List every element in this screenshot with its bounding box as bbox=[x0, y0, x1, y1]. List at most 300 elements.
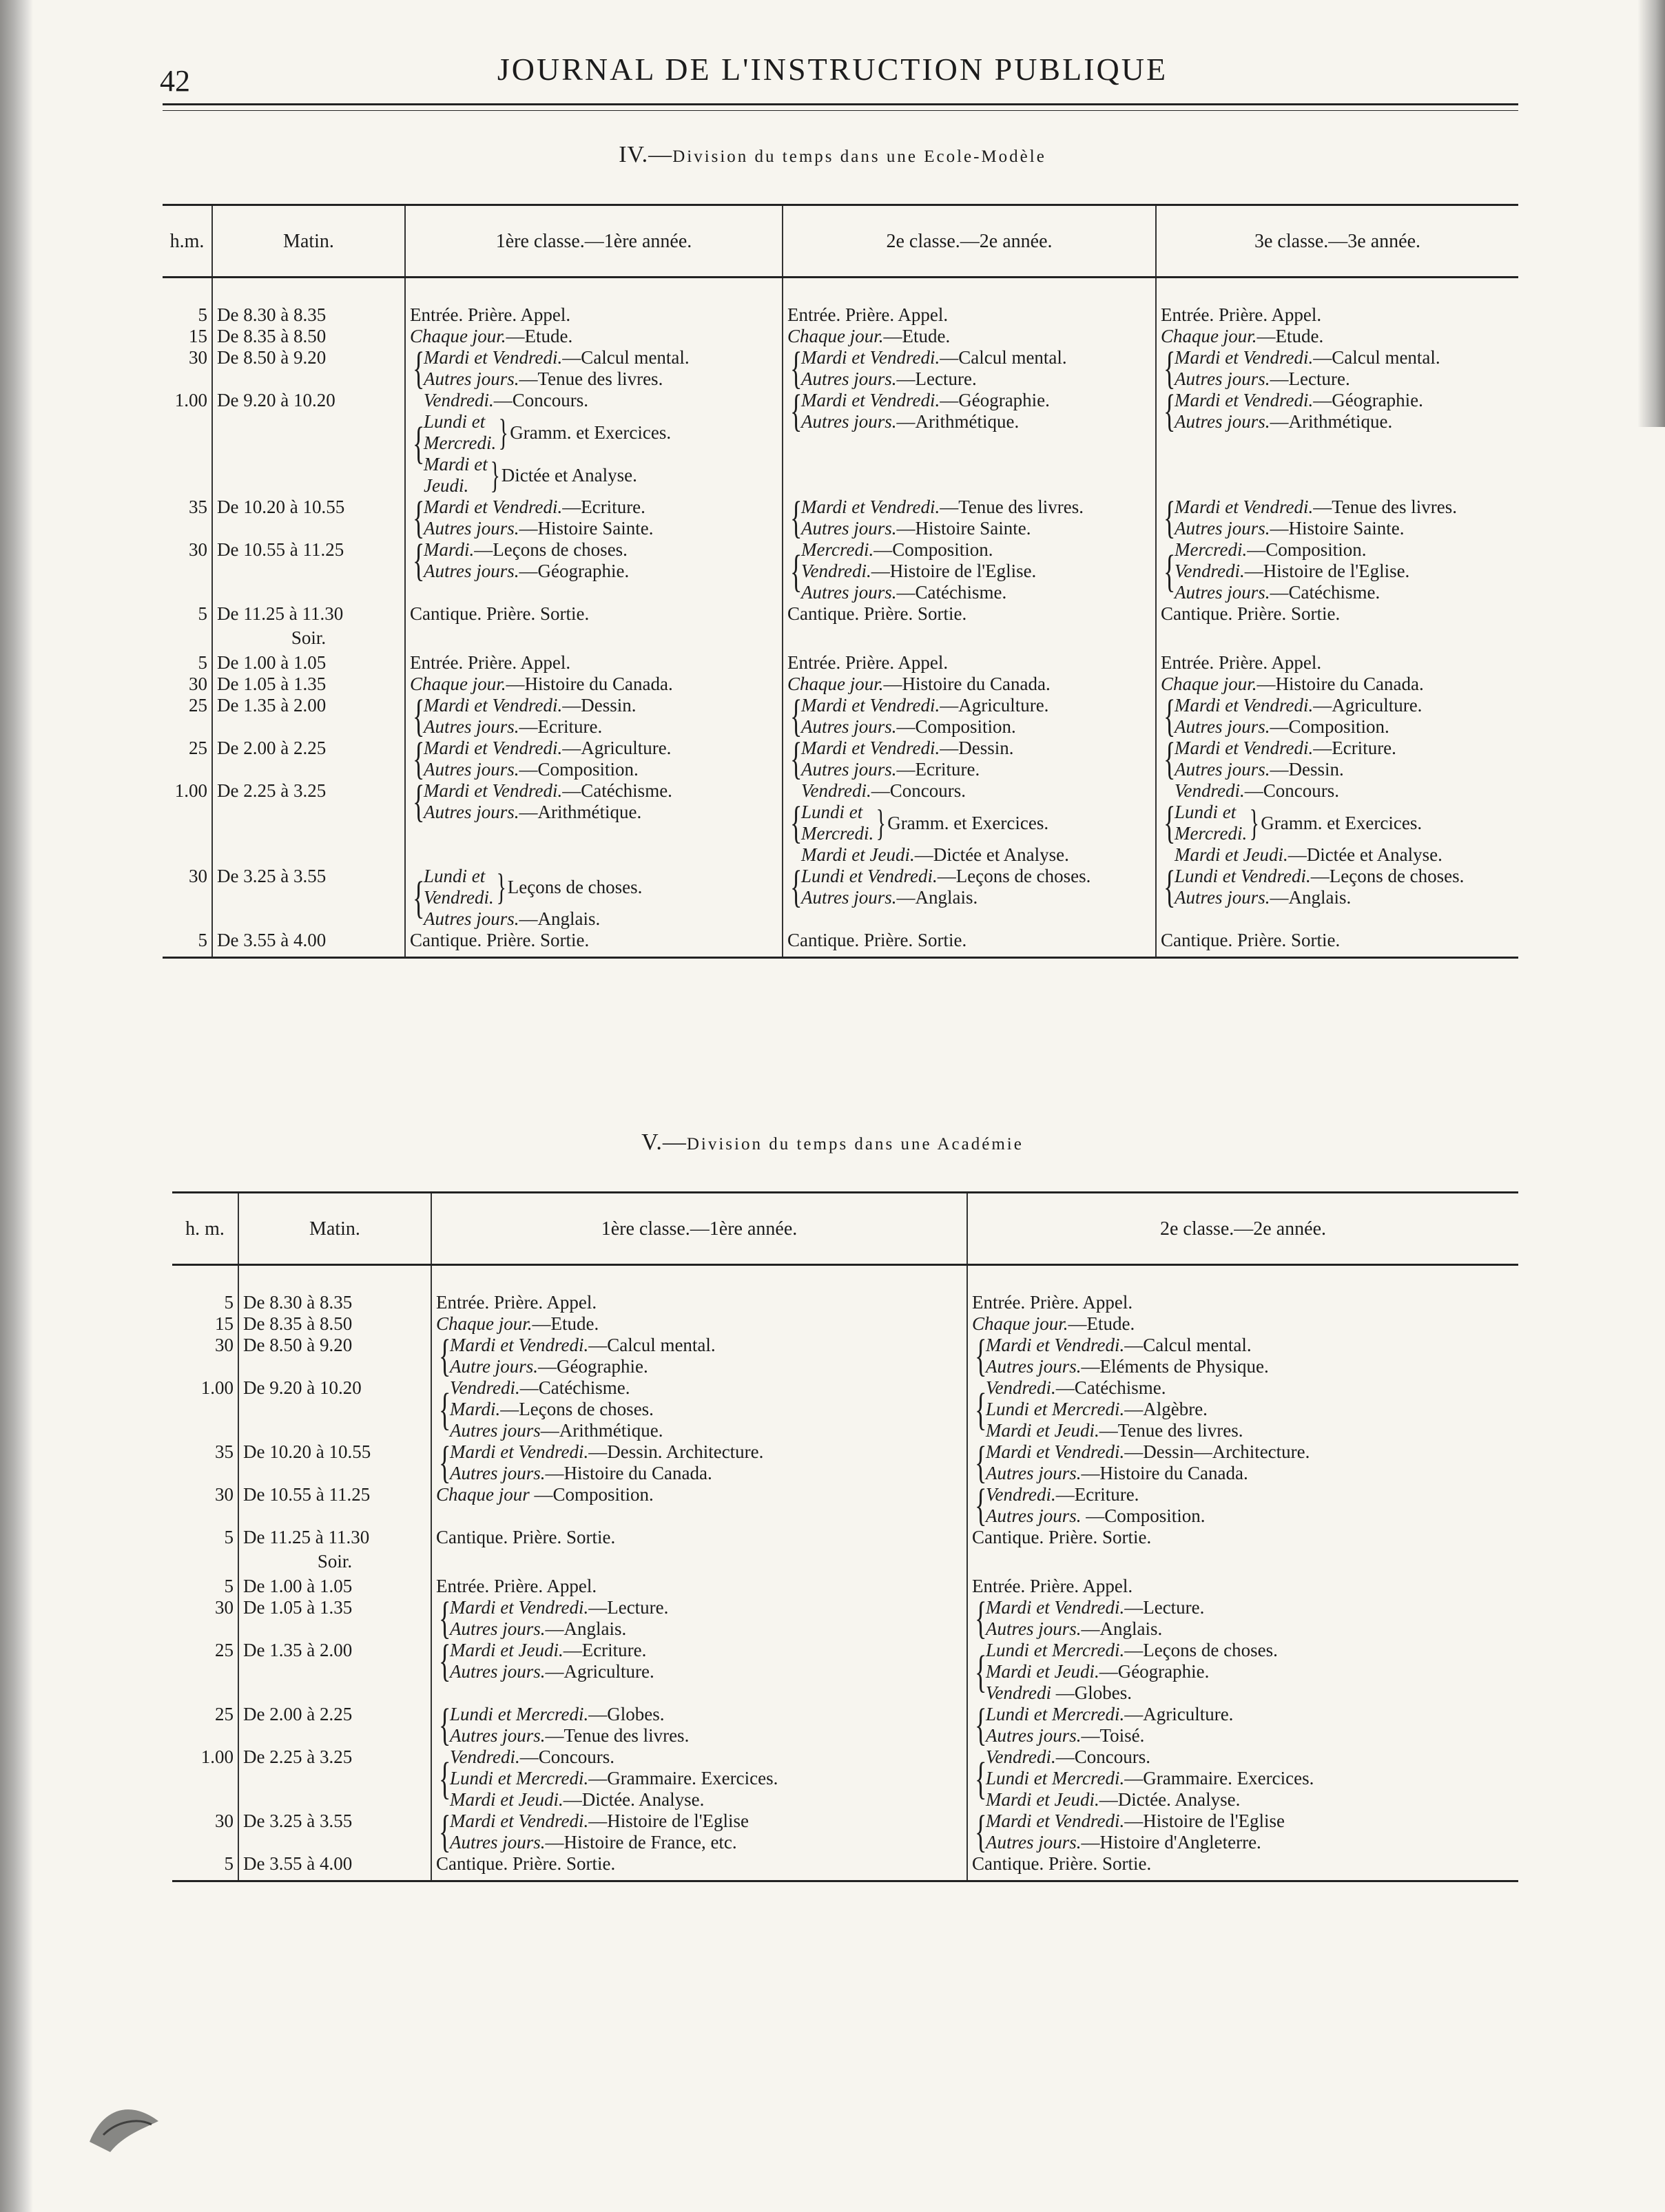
subject-text: —Etude. bbox=[1256, 326, 1324, 346]
soir-cell bbox=[238, 1548, 431, 1576]
schedule-entry bbox=[801, 497, 1084, 518]
schedule-entry bbox=[1175, 390, 1423, 411]
brace-group-items bbox=[424, 738, 671, 780]
col-header-hm: h. m. bbox=[172, 1193, 238, 1265]
subject-text: Entrée. Prière. Appel. bbox=[410, 652, 571, 673]
schedule-entry bbox=[450, 1441, 763, 1463]
schedule-entry bbox=[1175, 561, 1409, 582]
day-label: Mardi et Jeudi. bbox=[986, 1420, 1099, 1441]
class-2-cell bbox=[967, 1377, 1518, 1441]
subject-text: —Tenue des livres. bbox=[1099, 1420, 1243, 1441]
brace-mark: { bbox=[975, 1811, 987, 1853]
brace-group-items bbox=[424, 780, 672, 823]
schedule-entry bbox=[986, 1441, 1310, 1463]
subject-text: —Histoire d'Angleterre. bbox=[1081, 1832, 1261, 1853]
subject-text: —Arithmétique. bbox=[1270, 411, 1393, 432]
subject-text: —Arithmétique. bbox=[519, 802, 642, 822]
day-label: Lundi et Vendredi. bbox=[801, 866, 938, 886]
day-label: Mardi et Vendredi. bbox=[801, 497, 940, 517]
schedule-entry bbox=[410, 930, 778, 951]
time-cell: De 2.25 à 3.25 bbox=[238, 1746, 431, 1811]
time-cell: De 1.00 à 1.05 bbox=[212, 652, 405, 674]
time-cell: De 9.20 à 10.20 bbox=[238, 1377, 431, 1441]
brace-group bbox=[972, 1746, 1514, 1811]
day-label: Vendredi. bbox=[424, 887, 494, 908]
subject-text: —Ecriture. bbox=[563, 1640, 647, 1660]
schedule-entry bbox=[1175, 866, 1464, 887]
schedule-entry bbox=[986, 1682, 1278, 1704]
day-label: Vendredi. bbox=[450, 1746, 520, 1767]
scan-edge-left bbox=[0, 0, 33, 2212]
page-number: 42 bbox=[160, 64, 190, 98]
brace-mark: { bbox=[413, 780, 425, 826]
day-label: Mardi et Vendredi. bbox=[1175, 390, 1314, 410]
brace-group bbox=[972, 1441, 1514, 1484]
schedule-entry bbox=[424, 561, 629, 582]
brace-group bbox=[1161, 695, 1514, 738]
time-cell: De 8.30 à 8.35 bbox=[212, 304, 405, 326]
class-1-cell bbox=[431, 1811, 967, 1853]
brace-group-items bbox=[1175, 866, 1464, 908]
day-label: Mercredi. bbox=[1175, 823, 1248, 844]
soir-label: Soir. bbox=[317, 1551, 353, 1572]
table-row bbox=[172, 1313, 1518, 1335]
schedule-entry bbox=[450, 1746, 778, 1768]
subject-text: —Histoire de France, etc. bbox=[545, 1832, 737, 1853]
schedule-entry bbox=[450, 1377, 663, 1399]
class-1-cell bbox=[405, 497, 783, 539]
class-2-cell bbox=[967, 1640, 1518, 1704]
day-label: Mercredi. bbox=[801, 823, 874, 844]
subject-text: —Ecriture. bbox=[562, 497, 645, 517]
hm-cell: 30 bbox=[189, 866, 207, 886]
table-row bbox=[172, 1811, 1518, 1853]
time-cell: De 2.00 à 2.25 bbox=[212, 738, 405, 780]
day-label: Vendredi. bbox=[986, 1377, 1056, 1398]
subject-text: Entrée. Prière. Appel. bbox=[436, 1576, 597, 1596]
schedule-entry bbox=[424, 802, 672, 823]
time-cell: De 1.35 à 2.00 bbox=[238, 1640, 431, 1704]
schedule-entry bbox=[801, 582, 1036, 603]
subject-text: —Géographie. bbox=[538, 1356, 648, 1377]
soir-row bbox=[172, 1548, 1518, 1576]
day-label: Chaque jour bbox=[436, 1484, 530, 1505]
brace-mark: { bbox=[413, 738, 425, 780]
subject-text: —Calcul mental. bbox=[562, 347, 690, 368]
schedule-entry bbox=[986, 1661, 1278, 1682]
schedule-entry bbox=[787, 326, 1151, 347]
brace-mark: { bbox=[439, 1811, 451, 1853]
schedule-entry bbox=[424, 390, 671, 411]
table-row bbox=[172, 1704, 1518, 1746]
day-label: Vendredi. bbox=[801, 780, 871, 801]
section-v-roman: V.— bbox=[641, 1129, 687, 1155]
schedule-entry bbox=[1175, 716, 1422, 738]
class-1-cell bbox=[405, 866, 783, 930]
schedule-entry bbox=[801, 716, 1048, 738]
subject-text: —Anglais. bbox=[519, 908, 601, 929]
brace-mark: { bbox=[1164, 695, 1176, 738]
time-cell: De 1.00 à 1.05 bbox=[238, 1576, 431, 1597]
day-label: Vendredi. bbox=[986, 1484, 1056, 1505]
brace-group bbox=[972, 1640, 1514, 1704]
brace-mark: { bbox=[790, 390, 803, 436]
table-row bbox=[163, 326, 1518, 347]
brace-group-items bbox=[450, 1441, 763, 1484]
schedule-entry bbox=[424, 716, 636, 738]
table-row bbox=[172, 1640, 1518, 1704]
day-label: Autres jours. bbox=[424, 802, 519, 822]
subject-text: —Leçons de choses. bbox=[937, 866, 1091, 886]
subject-text: —Calcul mental. bbox=[588, 1335, 716, 1355]
subject-text: —Dessin. bbox=[940, 738, 1014, 758]
subject-text: —Ecriture. bbox=[519, 716, 603, 737]
schedule-entry bbox=[1175, 539, 1409, 561]
brace-mark: { bbox=[975, 1484, 987, 1527]
class-2-cell bbox=[783, 674, 1156, 695]
subject-text: —Catéchisme. bbox=[1270, 582, 1380, 603]
subject-text: —Catéchisme. bbox=[562, 780, 672, 801]
schedule-entry bbox=[787, 674, 1151, 695]
subject-text: —Catéchisme. bbox=[519, 1377, 630, 1398]
class-2-cell bbox=[967, 1527, 1518, 1548]
subject-text: —Arithmétique. bbox=[540, 1420, 663, 1441]
brace-group-items bbox=[450, 1377, 663, 1441]
subject-text: —Géographie. bbox=[519, 561, 630, 581]
table-row bbox=[172, 1335, 1518, 1377]
sub-brace-group bbox=[424, 411, 671, 454]
brace-group-items bbox=[424, 695, 636, 738]
class-2-cell bbox=[783, 652, 1156, 674]
subject-text: —Grammaire. Exercices. bbox=[588, 1768, 778, 1788]
hm-cell: 30 bbox=[189, 347, 207, 368]
brace-group-items bbox=[986, 1441, 1310, 1484]
day-label: Autres jours. bbox=[1175, 582, 1270, 603]
brace-mark: { bbox=[975, 1753, 987, 1804]
class-3-cell bbox=[1156, 674, 1518, 695]
day-label: Autres jours. bbox=[1175, 518, 1270, 539]
subject-text: Entrée. Prière. Appel. bbox=[1161, 304, 1322, 325]
hm-cell: 1.00 bbox=[174, 780, 207, 801]
subject-text: —Toisé. bbox=[1081, 1725, 1145, 1746]
day-label: Autres jours. bbox=[424, 759, 519, 780]
class-1-cell bbox=[405, 304, 783, 326]
brace-mark: { bbox=[790, 347, 803, 390]
table-row bbox=[172, 1484, 1518, 1527]
day-label: Lundi et Mercredi. bbox=[450, 1768, 589, 1788]
table-row bbox=[163, 652, 1518, 674]
schedule-entry bbox=[986, 1832, 1285, 1853]
day-label: Autres jours. bbox=[450, 1725, 546, 1746]
class-3-cell bbox=[1156, 695, 1518, 738]
hm-cell: 5 bbox=[224, 1292, 234, 1313]
subject-text: —Composition. bbox=[896, 716, 1016, 737]
day-label: Mardi et Vendredi. bbox=[424, 738, 563, 758]
schedule-entry bbox=[986, 1640, 1278, 1661]
brace-group-items bbox=[801, 695, 1048, 738]
subject-text: —Catéchisme. bbox=[896, 582, 1007, 603]
day-label: Mardi. bbox=[450, 1399, 501, 1419]
subject-text: —Agriculture. bbox=[940, 695, 1049, 716]
time-cell: De 3.25 à 3.55 bbox=[212, 866, 405, 930]
brace-group-items bbox=[801, 497, 1084, 539]
day-label: Mardi et Vendredi. bbox=[986, 1441, 1125, 1462]
brace-group-items bbox=[450, 1811, 749, 1853]
subject-text: —Dictée. Analyse. bbox=[563, 1789, 705, 1810]
hm-cell: 5 bbox=[172, 1853, 238, 1881]
subject-text: —Dessin. bbox=[1270, 759, 1344, 780]
hm-cell: 35 bbox=[215, 1441, 234, 1462]
day-label: Lundi et Mercredi. bbox=[986, 1399, 1125, 1419]
time-cell: De 8.30 à 8.35 bbox=[238, 1292, 431, 1313]
subject-text: Entrée. Prière. Appel. bbox=[787, 652, 949, 673]
subject-text: —Globes. bbox=[588, 1704, 665, 1724]
subject-text: Cantique. Prière. Sortie. bbox=[436, 1853, 616, 1874]
subject-text: —Agriculture. bbox=[545, 1661, 654, 1682]
subject-text: —Composition. bbox=[873, 539, 993, 560]
class-1-cell bbox=[431, 1441, 967, 1484]
subject-text: —Anglais. bbox=[1270, 887, 1352, 908]
brace-group-items bbox=[1175, 390, 1423, 432]
brace-mark: { bbox=[975, 1335, 987, 1377]
day-label: Lundi et bbox=[424, 866, 486, 886]
col-header-classe-2: 2e classe.—2e année. bbox=[783, 205, 1156, 278]
class-2-cell bbox=[967, 1746, 1518, 1811]
section-iv-roman: IV.— bbox=[619, 142, 673, 167]
schedule-entry bbox=[1161, 930, 1514, 951]
class-1-cell bbox=[431, 1335, 967, 1377]
day-label: Mardi et Jeudi. bbox=[450, 1640, 563, 1660]
class-1-cell bbox=[431, 1377, 967, 1441]
table-row bbox=[163, 497, 1518, 539]
class-1-cell bbox=[405, 780, 783, 866]
time-cell: De 3.55 à 4.00 bbox=[238, 1853, 431, 1881]
schedule-entry bbox=[986, 1597, 1204, 1618]
class-1-cell bbox=[405, 539, 783, 603]
subject-text: —Calcul mental. bbox=[940, 347, 1067, 368]
closing-brace-mark: } bbox=[1249, 802, 1260, 844]
hm-cell: 25 bbox=[215, 1640, 234, 1660]
day-label: Mardi et Jeudi. bbox=[986, 1789, 1099, 1810]
subject-text: —Tenue des livres. bbox=[519, 368, 663, 389]
day-label: Autres jours. bbox=[424, 368, 519, 389]
brace-mark: { bbox=[439, 1441, 451, 1484]
class-3-cell bbox=[1156, 326, 1518, 347]
schedule-entry bbox=[986, 1725, 1233, 1746]
brace-mark: { bbox=[439, 1753, 451, 1804]
table-row bbox=[163, 304, 1518, 326]
schedule-entry bbox=[801, 844, 1069, 866]
subject-text: Cantique. Prière. Sortie. bbox=[972, 1527, 1152, 1547]
day-label: Mardi et Vendredi. bbox=[986, 1597, 1125, 1618]
subject-text: —Leçons de choses. bbox=[1310, 866, 1465, 886]
schedule-entry bbox=[787, 304, 1151, 326]
subject-text: —Anglais. bbox=[896, 887, 978, 908]
table-row bbox=[163, 539, 1518, 603]
brace-group-items bbox=[986, 1746, 1314, 1811]
brace-mark: { bbox=[1164, 738, 1176, 780]
class-1-cell bbox=[405, 603, 783, 625]
table-row bbox=[172, 1377, 1518, 1441]
class-2-cell bbox=[967, 1704, 1518, 1746]
schedule-entry bbox=[1175, 695, 1422, 716]
hm-cell: 30 bbox=[189, 674, 207, 694]
class-2-cell bbox=[967, 1484, 1518, 1527]
day-label: Autres jours. bbox=[801, 759, 897, 780]
subject-text: —Lecture. bbox=[1270, 368, 1350, 389]
day-label: Lundi et bbox=[1175, 802, 1237, 822]
subject-text: Entrée. Prière. Appel. bbox=[1161, 652, 1322, 673]
schedule-table-academie bbox=[172, 1191, 1518, 1882]
subject-text: Entrée. Prière. Appel. bbox=[972, 1292, 1133, 1313]
subject-text: —Concours. bbox=[1244, 780, 1339, 801]
class-1-cell bbox=[431, 1704, 967, 1746]
subject-text: —Leçons de choses. bbox=[474, 539, 628, 560]
brace-group bbox=[436, 1441, 962, 1484]
brace-mark: { bbox=[1164, 390, 1176, 436]
class-2-cell bbox=[967, 1811, 1518, 1853]
schedule-entry bbox=[986, 1484, 1206, 1505]
schedule-entry bbox=[436, 1527, 962, 1548]
time-cell: De 11.25 à 11.30 bbox=[212, 603, 405, 625]
day-label: Mardi et Vendredi. bbox=[424, 780, 563, 801]
schedule-entry bbox=[801, 759, 1013, 780]
brace-group-items bbox=[450, 1640, 654, 1682]
schedule-entry bbox=[801, 738, 1013, 759]
col-header-classe-1: 1ère classe.—1ère année. bbox=[431, 1193, 967, 1265]
hm-cell: 5 bbox=[198, 652, 207, 673]
brace-group bbox=[1161, 539, 1514, 603]
schedule-entry bbox=[986, 1463, 1310, 1484]
time-cell: De 1.05 à 1.35 bbox=[238, 1597, 431, 1640]
brace-group bbox=[436, 1811, 962, 1853]
sub-brace-days bbox=[424, 454, 488, 497]
class-1-cell bbox=[431, 1640, 967, 1704]
brace-group-items bbox=[986, 1640, 1278, 1704]
subject-text: —Géographie. bbox=[940, 390, 1050, 410]
day-label: Mardi et Vendredi. bbox=[801, 738, 940, 758]
subject-text: —Histoire Sainte. bbox=[896, 518, 1031, 539]
brace-group-items bbox=[801, 539, 1036, 603]
schedule-table-ecole-modele bbox=[163, 204, 1518, 959]
table-row bbox=[172, 1853, 1518, 1881]
brace-mark: { bbox=[1164, 347, 1176, 390]
brace-group-items bbox=[1175, 539, 1409, 603]
closing-brace-mark: } bbox=[496, 866, 506, 908]
schedule-entry bbox=[450, 1661, 654, 1682]
brace-group-items bbox=[801, 780, 1069, 866]
hm-cell: 35 bbox=[189, 497, 207, 517]
subject-text: —Histoire du Canada. bbox=[545, 1463, 712, 1483]
brace-group bbox=[436, 1746, 962, 1811]
subject-text: —Histoire du Canada. bbox=[1256, 674, 1424, 694]
brace-group bbox=[1161, 347, 1514, 390]
closing-brace-mark: } bbox=[498, 412, 509, 453]
time-cell: De 2.25 à 3.25 bbox=[212, 780, 405, 866]
brace-mark: { bbox=[975, 1646, 987, 1697]
table-row bbox=[163, 738, 1518, 780]
brace-group bbox=[972, 1377, 1514, 1441]
class-2-cell bbox=[783, 539, 1156, 603]
table-row bbox=[172, 1597, 1518, 1640]
time-cell: De 1.35 à 2.00 bbox=[212, 695, 405, 738]
day-label: Autres jours. bbox=[986, 1725, 1082, 1746]
subject-text: —Algèbre. bbox=[1124, 1399, 1208, 1419]
brace-mark: { bbox=[413, 695, 425, 738]
day-label: Lundi et Vendredi. bbox=[1175, 866, 1311, 886]
brace-mark: { bbox=[790, 738, 803, 780]
day-label: Mardi et Vendredi. bbox=[424, 497, 563, 517]
day-label: Mercredi. bbox=[801, 539, 874, 560]
sub-brace-group bbox=[424, 866, 642, 908]
class-1-cell bbox=[431, 1484, 967, 1527]
class-3-cell bbox=[1156, 866, 1518, 930]
subject-text: —Histoire de l'Eglise bbox=[1124, 1811, 1285, 1831]
subject-text: —Lecture. bbox=[1124, 1597, 1205, 1618]
sub-brace-group bbox=[801, 802, 1069, 844]
brace-mark: { bbox=[413, 497, 425, 539]
day-label: Chaque jour. bbox=[972, 1313, 1068, 1334]
brace-group-items bbox=[424, 866, 642, 930]
brace-group bbox=[436, 1640, 962, 1686]
subject-text: —Arithmétique. bbox=[896, 411, 1020, 432]
brace-group bbox=[1161, 738, 1514, 780]
subject-text: —Histoire Sainte. bbox=[519, 518, 654, 539]
subject-text: Entrée. Prière. Appel. bbox=[436, 1292, 597, 1313]
day-label: Autres jours. bbox=[801, 716, 897, 737]
day-label: Mardi et Jeudi. bbox=[801, 844, 915, 865]
schedule-entry bbox=[986, 1746, 1314, 1768]
brace-group-items bbox=[424, 347, 690, 390]
schedule-entry bbox=[424, 518, 654, 539]
schedule-entry bbox=[801, 518, 1084, 539]
schedule-entry bbox=[787, 652, 1151, 674]
day-label: Mardi et Vendredi. bbox=[450, 1441, 589, 1462]
schedule-entry bbox=[986, 1377, 1243, 1399]
subject-text: Cantique. Prière. Sortie. bbox=[972, 1853, 1152, 1874]
schedule-entry bbox=[450, 1399, 663, 1420]
class-1-cell bbox=[431, 1292, 967, 1313]
subject-text: —Etude. bbox=[532, 1313, 599, 1334]
brace-group bbox=[787, 695, 1151, 738]
day-label: Autres jours. bbox=[801, 368, 897, 389]
schedule-entry bbox=[1175, 887, 1464, 908]
subject-text: —Leçons de choses. bbox=[500, 1399, 654, 1419]
brace-group-items bbox=[986, 1704, 1233, 1746]
schedule-entry bbox=[436, 1576, 962, 1597]
class-2-cell bbox=[783, 738, 1156, 780]
class-2-cell bbox=[783, 603, 1156, 625]
brace-mark: { bbox=[439, 1384, 451, 1434]
sub-brace-group bbox=[424, 454, 671, 497]
subject-text: —Dictée et Analyse. bbox=[914, 844, 1069, 865]
brace-group bbox=[972, 1704, 1514, 1746]
brace-group bbox=[787, 866, 1151, 912]
day-label: Lundi et bbox=[801, 802, 863, 822]
class-2-cell bbox=[783, 930, 1156, 958]
schedule-entry bbox=[972, 1292, 1514, 1313]
brace-mark: { bbox=[439, 1597, 451, 1640]
schedule-entry bbox=[424, 497, 654, 518]
day-label: Vendredi. bbox=[424, 390, 494, 410]
brace-group bbox=[1161, 390, 1514, 436]
day-label: Chaque jour. bbox=[410, 674, 506, 694]
subject-text: Gramm. et Exercices. bbox=[887, 812, 1049, 833]
schedule-entry bbox=[801, 887, 1090, 908]
day-label: Vendredi. bbox=[1175, 780, 1245, 801]
brace-group bbox=[1161, 866, 1514, 912]
brace-group-items bbox=[424, 390, 671, 497]
